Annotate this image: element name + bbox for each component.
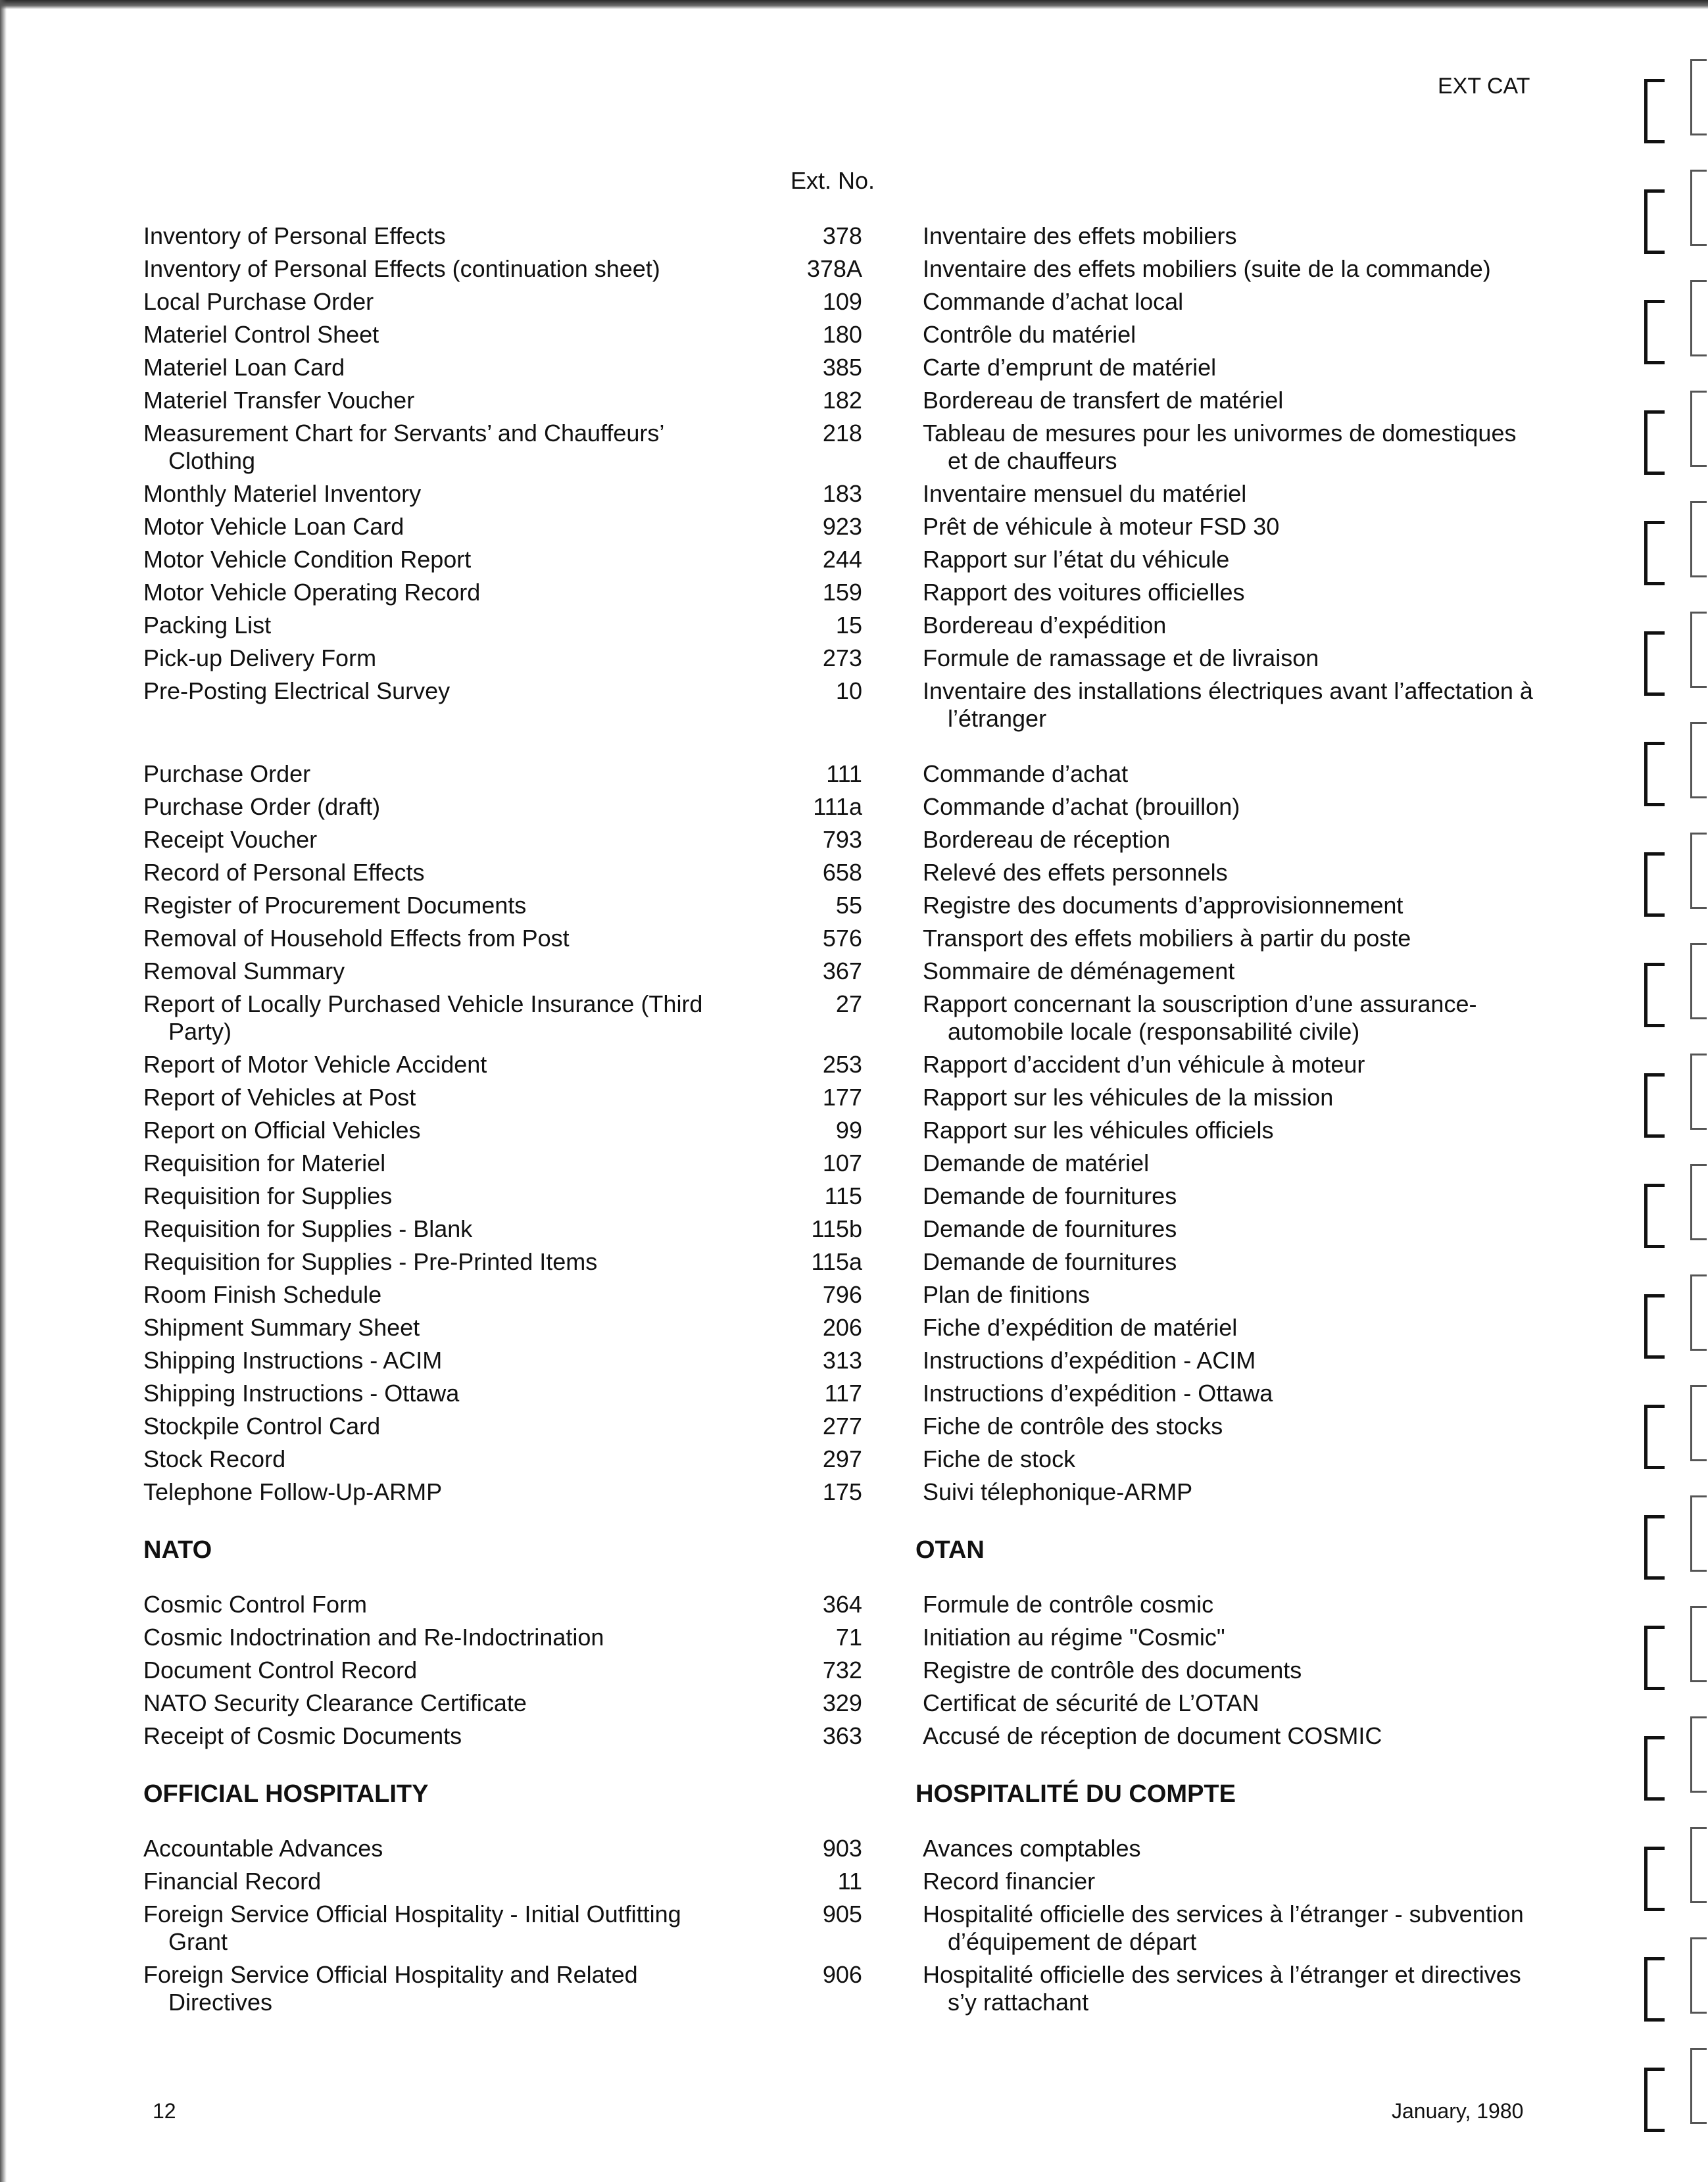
extension-number: 180 xyxy=(822,321,862,348)
english-form-title: Report of Motor Vehicle Accident xyxy=(143,1051,487,1078)
binding-tab xyxy=(1690,722,1707,798)
french-form-title: Registre de contrôle des documents xyxy=(922,1657,1302,1684)
form-catalogue-listing xyxy=(143,222,1538,2022)
binding-tab xyxy=(1690,2048,1707,2124)
binding-ring xyxy=(1644,189,1665,254)
french-form-title: Hospitalité officielle des services à l’étranger - subvention d’équipement de départ xyxy=(922,1901,1524,1955)
page-header: EXT CAT xyxy=(1438,74,1530,99)
french-form-title: Inventaire des effets mobiliers (suite de la commande) xyxy=(922,255,1491,282)
extension-number: 364 xyxy=(822,1591,862,1618)
french-form-title: Certificat de sécurité de L’OTAN xyxy=(922,1689,1259,1716)
english-form-title: Removal Summary xyxy=(143,958,345,984)
catalogue-row xyxy=(143,1624,1538,1651)
section-heading xyxy=(143,1536,1538,1564)
extension-number: 297 xyxy=(822,1445,862,1472)
extension-number: 159 xyxy=(822,579,862,606)
extension-number: 206 xyxy=(822,1314,862,1341)
english-form-title: Purchase Order (draft) xyxy=(143,793,381,820)
english-form-title: Requisition for Supplies xyxy=(143,1182,393,1209)
french-form-title: Formule de contrôle cosmic xyxy=(922,1591,1214,1618)
extension-number: 367 xyxy=(822,958,862,984)
english-form-title: Motor Vehicle Operating Record xyxy=(143,579,481,606)
french-form-title: Commande d’achat xyxy=(922,760,1129,787)
french-form-title: Prêt de véhicule à moteur FSD 30 xyxy=(922,513,1280,540)
english-form-title: Telephone Follow-Up-ARMP xyxy=(143,1478,443,1505)
catalogue-row xyxy=(143,321,1538,349)
french-form-title: Tableau de mesures pour les univormes de domestiques et de chauffeurs xyxy=(922,420,1517,474)
catalogue-row xyxy=(143,1051,1538,1079)
extension-number: 923 xyxy=(822,513,862,540)
extension-number: 277 xyxy=(822,1413,862,1440)
scan-left-edge xyxy=(0,0,7,2182)
binding-ring xyxy=(1644,1405,1665,1469)
scan-top-edge xyxy=(0,0,1708,9)
french-form-title: Rapport concernant la souscription d’une assurance-automobile locale (responsabilité civile) xyxy=(922,990,1477,1045)
extension-number: 183 xyxy=(822,480,862,507)
english-form-title: Materiel Control Sheet xyxy=(143,321,379,348)
binding-ring xyxy=(1644,852,1665,917)
english-form-title: Requisition for Materiel xyxy=(143,1150,386,1176)
catalogue-row xyxy=(143,826,1538,854)
extension-number: 329 xyxy=(822,1689,862,1716)
french-form-title: Plan de finitions xyxy=(922,1281,1090,1308)
binding-tab xyxy=(1690,1937,1707,2014)
binding-tab xyxy=(1690,612,1707,688)
french-form-title: Fiche de stock xyxy=(922,1445,1076,1472)
extension-number: 115b xyxy=(811,1215,862,1242)
binding-ring xyxy=(1644,1626,1665,1690)
extension-number: 796 xyxy=(822,1281,862,1308)
extension-number: 244 xyxy=(822,546,862,573)
extension-number: 273 xyxy=(822,644,862,671)
french-form-title: Demande de matériel xyxy=(922,1150,1150,1176)
catalogue-row xyxy=(143,612,1538,639)
catalogue-row xyxy=(143,1150,1538,1177)
binding-ring xyxy=(1644,963,1665,1027)
binding-tab xyxy=(1690,280,1707,356)
french-form-title: Rapport sur les véhicules officiels xyxy=(922,1117,1274,1144)
french-form-title: Formule de ramassage et de livraison xyxy=(922,644,1319,671)
french-form-title: Inventaire mensuel du matériel xyxy=(922,480,1247,507)
french-form-title: Sommaire de déménagement xyxy=(922,958,1235,984)
french-form-title: Bordereau de transfert de matériel xyxy=(922,387,1284,414)
section-title-french: OTAN xyxy=(915,1536,985,1564)
extension-number: 177 xyxy=(822,1084,862,1111)
section-title-english: OFFICIAL HOSPITALITY xyxy=(143,1780,429,1808)
catalogue-row xyxy=(143,1835,1538,1862)
catalogue-row xyxy=(143,579,1538,606)
french-form-title: Inventaire des effets mobiliers xyxy=(922,222,1237,249)
english-form-title: Shipping Instructions - Ottawa xyxy=(143,1380,460,1407)
catalogue-row xyxy=(143,1182,1538,1210)
catalogue-row xyxy=(143,546,1538,573)
binding-ring xyxy=(1644,631,1665,696)
spiral-binding xyxy=(1624,59,1708,2150)
extension-number: 363 xyxy=(822,1722,862,1749)
english-form-title: Packing List xyxy=(143,612,272,639)
french-form-title: Carte d’emprunt de matériel xyxy=(922,354,1217,381)
english-form-title: Purchase Order xyxy=(143,760,311,787)
english-form-title: Motor Vehicle Condition Report xyxy=(143,546,472,573)
binding-tab xyxy=(1690,391,1707,467)
catalogue-row xyxy=(143,1281,1538,1309)
catalogue-row xyxy=(143,859,1538,886)
catalogue-row xyxy=(143,1413,1538,1440)
french-form-title: Accusé de réception de document COSMIC xyxy=(922,1722,1382,1749)
extension-number: 115 xyxy=(824,1182,862,1209)
catalogue-row xyxy=(143,1445,1538,1473)
extension-number: 99 xyxy=(835,1117,862,1144)
catalogue-row xyxy=(143,760,1538,788)
extension-number: 378 xyxy=(822,222,862,249)
english-form-title: Record of Personal Effects xyxy=(143,859,425,886)
extension-number: 385 xyxy=(822,354,862,381)
binding-ring xyxy=(1644,742,1665,806)
english-form-title: Removal of Household Effects from Post xyxy=(143,925,570,952)
english-form-title: Motor Vehicle Loan Card xyxy=(143,513,404,540)
binding-ring xyxy=(1644,300,1665,364)
section-title-french: HOSPITALITÉ DU COMPTE xyxy=(915,1780,1236,1808)
binding-tab xyxy=(1690,1385,1707,1461)
binding-tab xyxy=(1690,501,1707,577)
binding-tab xyxy=(1690,1827,1707,1903)
english-form-title: Report of Vehicles at Post xyxy=(143,1084,416,1111)
binding-tab xyxy=(1690,1495,1707,1572)
english-form-title: Report on Official Vehicles xyxy=(143,1117,421,1144)
catalogue-row xyxy=(143,1248,1538,1276)
english-form-title: Materiel Transfer Voucher xyxy=(143,387,415,414)
binding-tab xyxy=(1690,1164,1707,1240)
english-form-title: Room Finish Schedule xyxy=(143,1281,382,1308)
catalogue-row xyxy=(143,892,1538,919)
french-form-title: Contrôle du matériel xyxy=(922,321,1136,348)
english-form-title: Measurement Chart for Servants’ and Chauffeurs’ Clothing xyxy=(143,420,664,474)
french-form-title: Suivi télephonique-ARMP xyxy=(922,1478,1193,1505)
catalogue-row xyxy=(143,288,1538,316)
english-form-title: Shipping Instructions - ACIM xyxy=(143,1347,443,1374)
catalogue-row xyxy=(143,1478,1538,1506)
catalogue-row xyxy=(143,1215,1538,1243)
catalogue-row xyxy=(143,925,1538,952)
french-form-title: Commande d’achat local xyxy=(922,288,1184,315)
binding-ring xyxy=(1644,1736,1665,1801)
catalogue-row xyxy=(143,958,1538,985)
catalogue-row xyxy=(143,644,1538,672)
binding-tab xyxy=(1690,1274,1707,1351)
catalogue-row xyxy=(143,1084,1538,1111)
english-form-title: Pre-Posting Electrical Survey xyxy=(143,677,451,704)
catalogue-row xyxy=(143,1380,1538,1407)
french-form-title: Rapport des voitures officielles xyxy=(922,579,1245,606)
catalogue-row xyxy=(143,1868,1538,1895)
catalogue-row xyxy=(143,1591,1538,1618)
binding-tab xyxy=(1690,943,1707,1019)
french-form-title: Relevé des effets personnels xyxy=(922,859,1228,886)
page-number: 12 xyxy=(153,2099,176,2123)
extension-number: 71 xyxy=(835,1624,862,1651)
binding-tab xyxy=(1690,170,1707,246)
binding-ring xyxy=(1644,1073,1665,1138)
extension-number: 55 xyxy=(835,892,862,919)
binding-tab xyxy=(1690,1606,1707,1682)
french-form-title: Fiche d’expédition de matériel xyxy=(922,1314,1238,1341)
binding-tab xyxy=(1690,833,1707,909)
french-form-title: Transport des effets mobiliers à partir du poste xyxy=(922,925,1411,952)
extension-number: 903 xyxy=(822,1835,862,1862)
english-form-title: Stockpile Control Card xyxy=(143,1413,381,1440)
french-form-title: Rapport sur les véhicules de la mission xyxy=(922,1084,1334,1111)
extension-number: 111 xyxy=(826,760,862,787)
binding-tab xyxy=(1690,59,1707,135)
catalogue-row xyxy=(143,1901,1538,1956)
extension-number: 115a xyxy=(811,1248,862,1275)
extension-number: 905 xyxy=(822,1901,862,1927)
extension-number: 906 xyxy=(822,1961,862,1988)
catalogue-row xyxy=(143,990,1538,1046)
english-form-title: Receipt of Cosmic Documents xyxy=(143,1722,462,1749)
extension-number: 218 xyxy=(822,420,862,447)
english-form-title: Receipt Voucher xyxy=(143,826,318,853)
french-form-title: Inventaire des installations électriques avant l’affectation à l’étranger xyxy=(922,677,1533,732)
binding-ring xyxy=(1644,1515,1665,1580)
catalogue-row xyxy=(143,255,1538,283)
binding-ring xyxy=(1644,1847,1665,1911)
catalogue-row xyxy=(143,1347,1538,1374)
english-form-title: Cosmic Indoctrination and Re-Indoctrination xyxy=(143,1624,604,1651)
english-form-title: Monthly Materiel Inventory xyxy=(143,480,422,507)
catalogue-row xyxy=(143,1689,1538,1717)
extension-number: 313 xyxy=(822,1347,862,1374)
english-form-title: Inventory of Personal Effects (continuation sheet) xyxy=(143,255,660,282)
catalogue-row xyxy=(143,513,1538,541)
extension-number: 117 xyxy=(824,1380,862,1407)
extension-number: 576 xyxy=(822,925,862,952)
extension-number: 109 xyxy=(822,288,862,315)
french-form-title: Demande de fournitures xyxy=(922,1215,1177,1242)
catalogue-row xyxy=(143,677,1538,733)
english-form-title: Local Purchase Order xyxy=(143,288,374,315)
ext-no-column-heading: Ext. No. xyxy=(791,167,875,194)
catalogue-row xyxy=(143,793,1538,821)
extension-number: 175 xyxy=(822,1478,862,1505)
french-form-title: Fiche de contrôle des stocks xyxy=(922,1413,1223,1440)
french-form-title: Rapport d’accident d’un véhicule à moteur xyxy=(922,1051,1365,1078)
french-form-title: Record financier xyxy=(922,1868,1096,1895)
catalogue-row xyxy=(143,1722,1538,1750)
english-form-title: NATO Security Clearance Certificate xyxy=(143,1689,527,1716)
english-form-title: Accountable Advances xyxy=(143,1835,383,1862)
binding-ring xyxy=(1644,79,1665,143)
extension-number: 107 xyxy=(822,1150,862,1176)
catalogue-row xyxy=(143,387,1538,414)
binding-ring xyxy=(1644,1184,1665,1248)
catalogue-row xyxy=(143,420,1538,475)
section-heading xyxy=(143,1780,1538,1808)
french-form-title: Instructions d’expédition - ACIM xyxy=(922,1347,1256,1374)
french-form-title: Commande d’achat (brouillon) xyxy=(922,793,1240,820)
catalogue-row xyxy=(143,222,1538,250)
english-form-title: Shipment Summary Sheet xyxy=(143,1314,420,1341)
english-form-title: Register of Procurement Documents xyxy=(143,892,527,919)
english-form-title: Foreign Service Official Hospitality - Initial Outfitting Grant xyxy=(143,1901,681,1955)
english-form-title: Pick-up Delivery Form xyxy=(143,644,377,671)
extension-number: 11 xyxy=(837,1868,862,1895)
english-form-title: Inventory of Personal Effects xyxy=(143,222,446,249)
english-form-title: Requisition for Supplies - Blank xyxy=(143,1215,473,1242)
catalogue-row xyxy=(143,1314,1538,1342)
group-spacer xyxy=(143,738,1538,760)
catalogue-row xyxy=(143,480,1538,508)
english-form-title: Financial Record xyxy=(143,1868,322,1895)
binding-ring xyxy=(1644,1957,1665,2022)
french-form-title: Bordereau de réception xyxy=(922,826,1171,853)
french-form-title: Demande de fournitures xyxy=(922,1182,1177,1209)
page-date: January, 1980 xyxy=(1392,2099,1524,2123)
binding-tab xyxy=(1690,1054,1707,1130)
extension-number: 10 xyxy=(835,677,862,704)
french-form-title: Initiation au régime "Cosmic" xyxy=(922,1624,1225,1651)
french-form-title: Demande de fournitures xyxy=(922,1248,1177,1275)
extension-number: 658 xyxy=(822,859,862,886)
extension-number: 27 xyxy=(835,990,862,1017)
catalogue-row xyxy=(143,1657,1538,1684)
binding-ring xyxy=(1644,1294,1665,1359)
binding-tab xyxy=(1690,1716,1707,1793)
binding-ring xyxy=(1644,521,1665,585)
binding-ring xyxy=(1644,2068,1665,2132)
english-form-title: Requisition for Supplies - Pre-Printed Items xyxy=(143,1248,598,1275)
binding-ring xyxy=(1644,410,1665,475)
extension-number: 793 xyxy=(822,826,862,853)
french-form-title: Instructions d’expédition - Ottawa xyxy=(922,1380,1273,1407)
extension-number: 253 xyxy=(822,1051,862,1078)
catalogue-row xyxy=(143,1117,1538,1144)
extension-number: 732 xyxy=(822,1657,862,1684)
english-form-title: Foreign Service Official Hospitality and Related Directives xyxy=(143,1961,638,2016)
english-form-title: Report of Locally Purchased Vehicle Insurance (Third Party) xyxy=(143,990,703,1045)
french-form-title: Bordereau d’expédition xyxy=(922,612,1167,639)
french-form-title: Hospitalité officielle des services à l’étranger et directives s’y rattachant xyxy=(922,1961,1521,2016)
catalogue-row xyxy=(143,1961,1538,2016)
english-form-title: Cosmic Control Form xyxy=(143,1591,368,1618)
french-form-title: Avances comptables xyxy=(922,1835,1141,1862)
extension-number: 378A xyxy=(806,255,862,282)
english-form-title: Document Control Record xyxy=(143,1657,418,1684)
extension-number: 182 xyxy=(822,387,862,414)
section-title-english: NATO xyxy=(143,1536,212,1564)
extension-number: 15 xyxy=(835,612,862,639)
english-form-title: Materiel Loan Card xyxy=(143,354,345,381)
extension-number: 111a xyxy=(813,793,862,820)
french-form-title: Registre des documents d’approvisionnement xyxy=(922,892,1403,919)
catalogue-row xyxy=(143,354,1538,381)
english-form-title: Stock Record xyxy=(143,1445,286,1472)
french-form-title: Rapport sur l’état du véhicule xyxy=(922,546,1230,573)
